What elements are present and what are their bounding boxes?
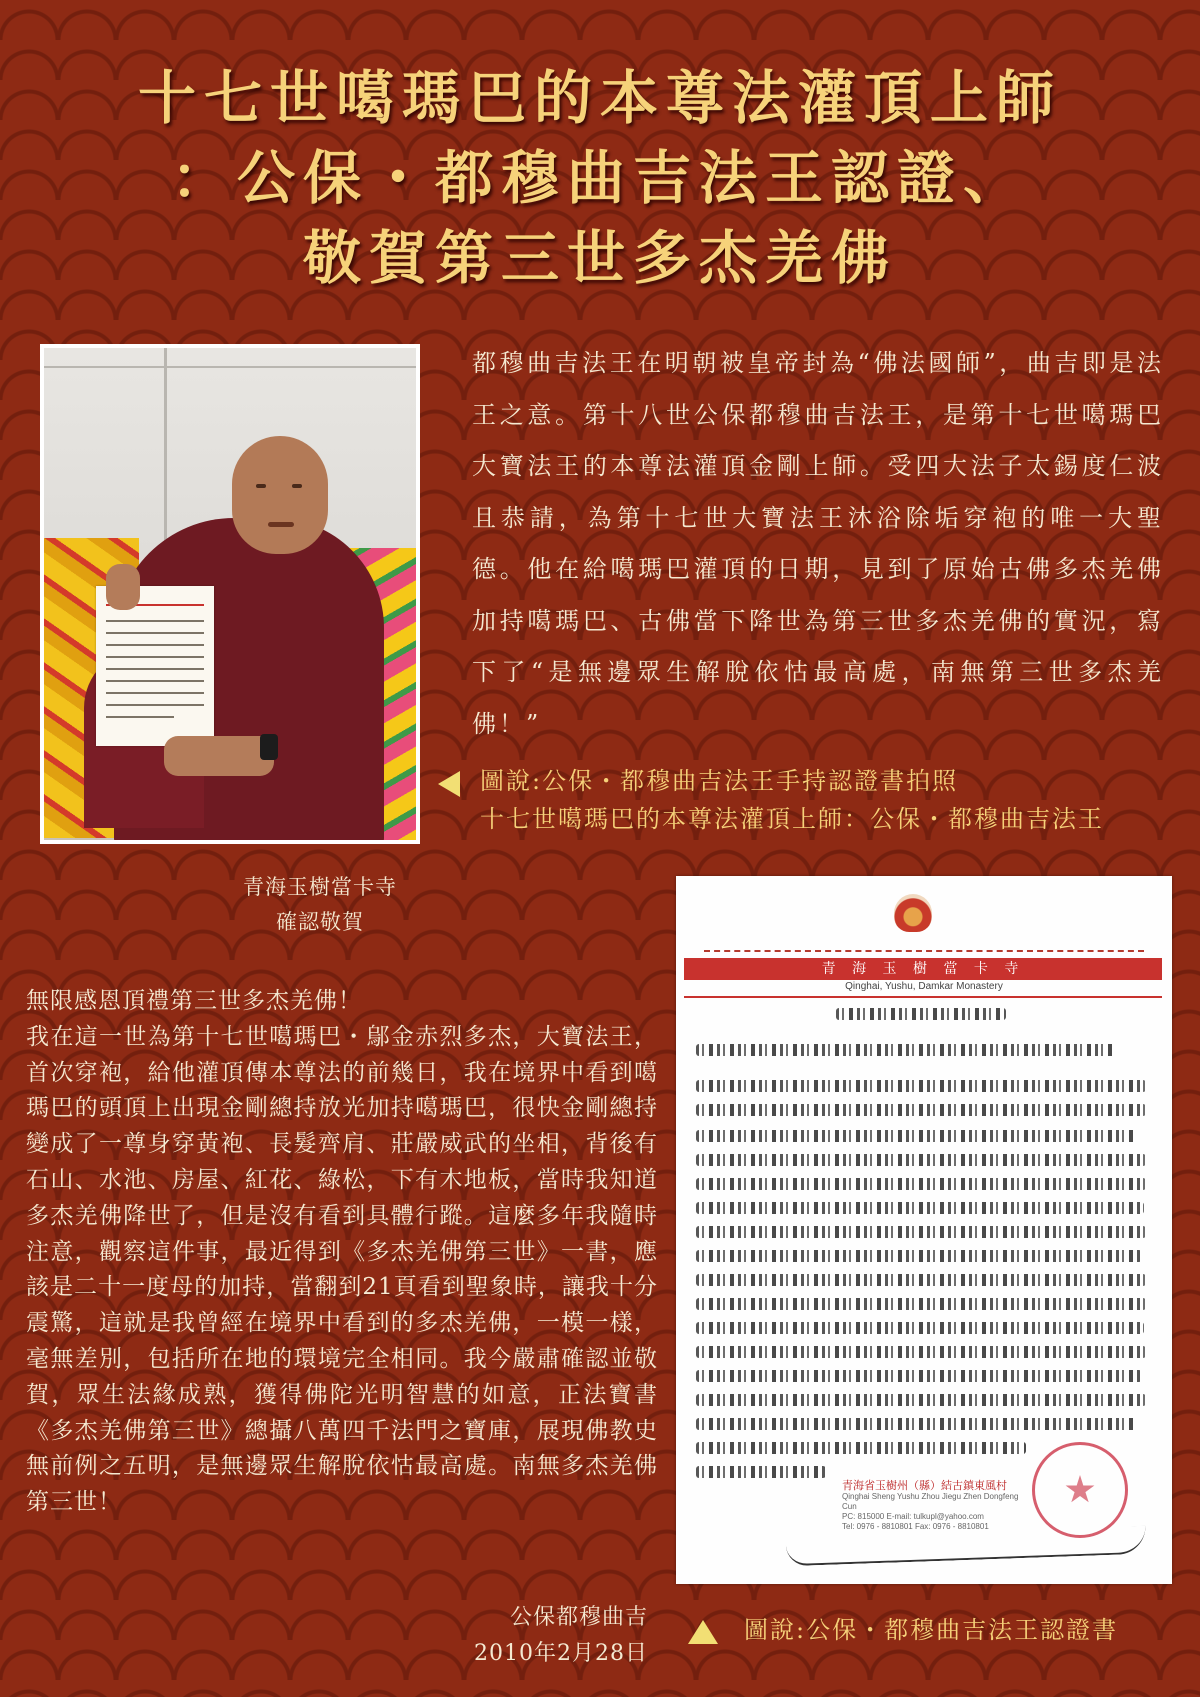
photo-scene	[44, 348, 416, 840]
held-cert-line	[106, 692, 204, 694]
photo-caption-line-2: 十七世噶瑪巴的本尊法灌頂上師：公保・都穆曲吉法王	[480, 805, 1104, 833]
tibetan-script-line	[696, 1130, 1136, 1142]
photo-caption-line-1: 圖說:公保・都穆曲吉法王手持認證書拍照	[480, 767, 959, 795]
tibetan-script-line	[696, 1104, 1146, 1116]
tibetan-header-script	[704, 942, 1144, 952]
statement-text: 無限感恩頂禮第三世多杰羌佛！ 我在這一世為第十七世噶瑪巴・鄔金赤烈多杰，大寶法王，首次穿袍，給他灌頂傳本尊法的前幾日，我在境界中看到噶瑪巴的頭頂上出現金剛總持放光加持噶瑪巴，很快金剛總持變成了一尊身穿黃袍、長髮齊肩、莊嚴威武的坐相，背後有石山、水池、房屋、紅花、綠松，下有木地板，當時我知道多杰羌佛降世了，但是沒有看到具體行蹤。這麼多年我隨時注意，觀察這件事，最近得到《多杰羌佛第三世》一書，應該是二十一度母的加持，當翻到21頁看到聖象時，讓我十分震驚，這就是我曾經在境界中看到的多杰羌佛，一模一樣，毫無差別，包括所在地的環境完全相同。我今嚴肅確認並敬賀，眾生法緣成熟，獲得佛陀光明智慧的如意，正法寶書《多杰羌佛第三世》總攝八萬四千法門之寶庫，展現佛教史無前例之五明，是無邊眾生解脫依怙最高處。南無多杰羌佛第三世！	[26, 988, 658, 1516]
tibetan-script-line	[696, 1226, 1146, 1238]
tibetan-script-line	[696, 1274, 1146, 1286]
title-line-2: ：公保・都穆曲吉法王認證、	[170, 144, 1029, 212]
tent-seam	[44, 366, 416, 368]
held-cert-line	[106, 620, 204, 622]
tibetan-script-line	[836, 1008, 1006, 1020]
tibetan-script-line	[696, 1298, 1146, 1310]
footer-email: PC: 815000 E-mail: tulkupl@yahoo.com	[842, 1512, 984, 1521]
footer-phone: Tel: 0976 - 8810801 Fax: 0976 - 8810801	[842, 1522, 989, 1531]
held-cert-line	[106, 632, 204, 634]
up-arrow-icon	[688, 1620, 718, 1644]
wristwatch	[260, 734, 278, 760]
tent-pole	[164, 348, 167, 548]
eye-right	[292, 484, 302, 488]
left-arrow-icon	[438, 771, 460, 797]
eye-left	[256, 484, 266, 488]
smile	[268, 522, 294, 527]
tibetan-script-line	[696, 1250, 1142, 1262]
handwritten-signature	[786, 1526, 1147, 1567]
hand-right	[164, 736, 274, 776]
hand-left	[106, 564, 140, 610]
tibetan-script-line	[696, 1322, 1144, 1334]
footer-address-en: Qinghai Sheng Yushu Zhou Jiegu Zhen Dongfeng Cun	[842, 1492, 1019, 1511]
tibetan-script-line	[696, 1418, 1136, 1430]
held-cert-line	[106, 716, 174, 718]
held-cert-line	[106, 656, 204, 658]
certificate-footer	[842, 1480, 1022, 1532]
certificate-rule	[684, 996, 1162, 998]
temple-name: 青海玉樹當卡寺	[243, 875, 397, 899]
tibetan-script-line	[696, 1466, 826, 1478]
held-cert-line	[106, 668, 204, 670]
red-seal-stamp	[1032, 1442, 1128, 1538]
held-certificate	[96, 586, 214, 746]
tibetan-script-line	[696, 1346, 1146, 1358]
temple-heading	[200, 870, 440, 940]
tibetan-script-line	[696, 1178, 1146, 1190]
certificate-image	[676, 876, 1172, 1584]
tibetan-script-line	[696, 1394, 1146, 1406]
footer-address-cn: 青海省玉樹州（縣）結古鎮東風村	[842, 1480, 1007, 1492]
page-title	[0, 58, 1200, 298]
intro-paragraph: 都穆曲吉法王在明朝被皇帝封為“佛法國師”，曲吉即是法王之意。第十八世公保都穆曲吉法王，是第十七世噶瑪巴大寶法王的本尊法灌頂金剛上師。受四大法子太錫度仁波且恭請，為第十七世大寶法王沐浴除垢穿袍的唯一大聖德。他在給噶瑪巴灌頂的日期，見到了原始古佛多杰羌佛加持噶瑪巴、古佛當下降世為第三世多杰羌佛的實況，寫下了“是無邊眾生解脫依怙最高處，南無第三世多杰羌佛！”	[472, 349, 1164, 738]
tibetan-script-line	[696, 1442, 1026, 1454]
title-line-1: 十七世噶瑪巴的本尊法灌頂上師	[137, 64, 1062, 132]
certificate-header-en: Qinghai, Yushu, Damkar Monastery	[845, 981, 1003, 992]
tibetan-script-line	[696, 1080, 1146, 1092]
certificate-caption: 圖說:公保・都穆曲吉法王認證書	[744, 1616, 1119, 1644]
tibetan-script-line	[696, 1044, 1116, 1056]
held-cert-line	[106, 644, 204, 646]
temple-subtitle: 確認敬賀	[276, 910, 364, 934]
tibetan-script-line	[696, 1370, 1142, 1382]
title-line-3: 敬賀第三世多杰羌佛	[302, 224, 897, 292]
signature-date: 2010年2月28日	[474, 1641, 648, 1666]
lama-head	[232, 436, 328, 554]
monastery-logo-icon	[894, 894, 932, 932]
photo-caption	[480, 762, 1180, 838]
signature-block	[420, 1600, 648, 1672]
tibetan-script-line	[696, 1202, 1144, 1214]
tibetan-script-line	[696, 1154, 1146, 1166]
held-cert-line	[106, 704, 204, 706]
certificate-header: 青 海 玉 樹 當 卡 寺	[684, 958, 1162, 980]
signatory-name: 公保都穆曲吉	[509, 1605, 648, 1630]
lama-portrait-photo	[40, 344, 420, 844]
held-cert-line	[106, 680, 204, 682]
